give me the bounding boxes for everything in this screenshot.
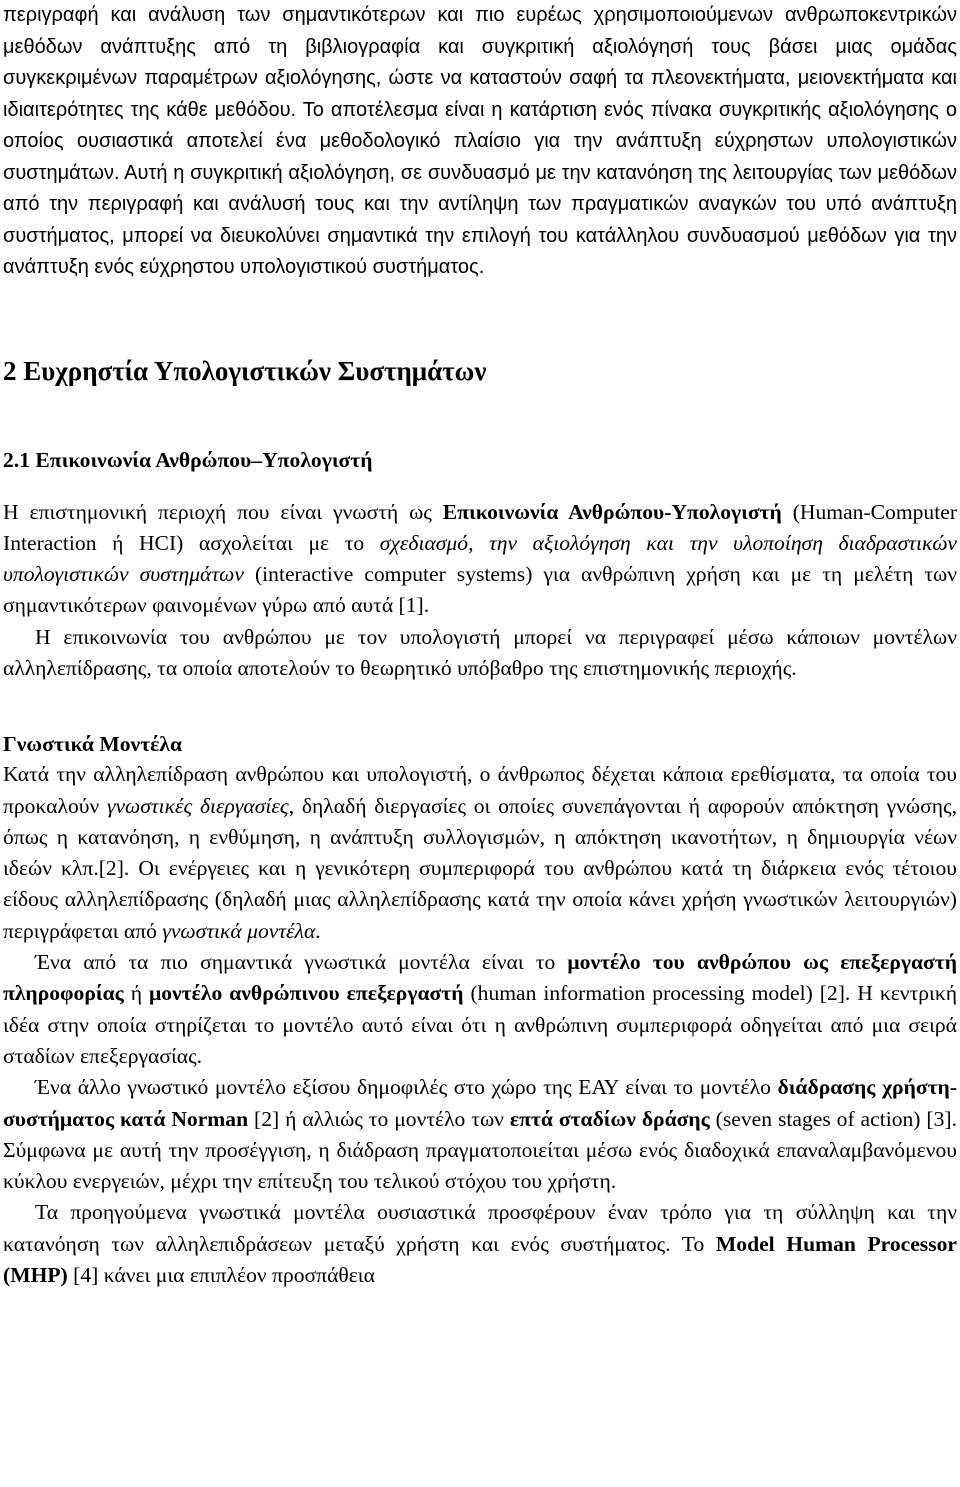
section-title: 2 Ευχρηστία Υπολογιστικών Συστημάτων [3, 355, 487, 386]
models-paragraph-2 [3, 947, 957, 1072]
text-run: (Human-Computer Interaction ή HCI) ασχολείται με το [3, 499, 958, 555]
intro-text-b: Αυτή η συγκριτική αξιολόγηση, σε συνδυασμό με την κατανόηση της λειτουργίας των μεθόδων από την περιγραφή και ανάλυσή τους και την αντίληψη των πραγματικών αναγκών του υπό ανάπτυξη συστήματος, μπορεί να διευκολύνει σημαντικά την επιλογή του κατάλληλου συνδυασμού μεθόδων για την ανάπτυξη ενός εύχρηστου υπολογιστικού συστήματος. [3, 161, 957, 278]
emphasis-run: σχεδιασμό, την αξιολόγηση και την υλοποίηση διαδραστικών υπολογιστικών συστημάτων [3, 530, 957, 587]
models-paragraph-3 [3, 1072, 957, 1197]
models-heading: Γνωστικά Μοντέλα [3, 732, 183, 757]
emphasis-run: γνωστικές διεργασίες [106, 793, 289, 818]
text-run: Η επιστημονική περιοχή που είναι γνωστή ως [3, 499, 443, 524]
models-paragraph-1 [3, 759, 957, 947]
hci-paragraph-1 [3, 497, 957, 622]
term-run: διάδρασης χρήστη-συστήματος κατά Norman [3, 1075, 958, 1131]
text-run: , δηλαδή διεργασίες οι οποίες συνεπάγονται ή αφορούν απόκτηση γνώσης, όπως η κατανόηση, η ενθύμηση, η ανάπτυξη συλλογισμών, η απόκτηση ικανοτήτων, η δημιουργία νέων ιδεών κλπ.[2]. Οι ενέργειες και η γενικότερη συμπεριφορά του ανθρώπου κατά τη διάρκεια ενός τέτοιου είδους αλληλεπίδρασης (δηλαδή μιας αλληλεπίδρασης κατά την οποία κάνει χρήση γνωστικών λειτουργιών) περιγράφεται από [3, 793, 958, 943]
text-run: Ένα από τα πιο σημαντικά γνωστικά μοντέλα είναι το [35, 950, 568, 975]
text-run: Ένα άλλο γνωστικό μοντέλο εξίσου δημοφιλές στο χώρο της ΕΑΥ είναι το μοντέλο [35, 1075, 778, 1100]
intro-text-a: περιγραφή και ανάλυση των σημαντικότερων και πιο ευρέως χρησιμοποιούμενων ανθρωποκεντρικών μεθόδων ανάπτυξης από τη βιβλιογραφία και συγκριτική αξιολόγησή τους βάσει μιας ομάδας συγκεκριμένων παραμέτρων αξιολόγησης, ώστε να καταστούν σαφή τα πλεονεκτήματα, μειονεκτήματα και ιδιαιτερότητες της κάθε μεθόδου. Το αποτέλεσμα είναι η κατάρτιση ενός πίνακα συγκριτικής αξιολόγησης ο οποίος ουσιαστικά αποτελεί ένα μεθοδολογικό πλαίσιο για την ανάπτυξη εύχρηστων υπολογιστικών συστημάτων. [3, 4, 957, 184]
emphasis-run: γνωστικά μοντέλα [162, 918, 316, 943]
term-run: επτά σταδίων δράσης [509, 1106, 710, 1131]
text-run: [2] ή αλλιώς το μοντέλο των [248, 1106, 510, 1131]
text-run: . [315, 918, 321, 943]
text-run: (interactive computer systems) για ανθρώπινη χρήση και με τη μελέτη των σημαντικότερων φαινομένων γύρω από αυτά [1]. [3, 562, 958, 618]
term-hci: Επικοινωνία Ανθρώπου-Υπολογιστή [442, 499, 782, 524]
text-run: (human information processing model) [2]. Η κεντρική ιδέα στην οποία στηρίζεται το μοντέλο αυτό είναι ότι η ανθρώπινη συμπεριφορά οδηγείται από μια σειρά σταδίων επεξεργασίας. [3, 981, 957, 1068]
intro-paragraph [3, 0, 957, 284]
hci-paragraph-2: Η επικοινωνία του ανθρώπου με τον υπολογιστή μπορεί να περιγραφεί μέσω κάποιων μοντέλων αλληλεπίδρασης, τα οποία αποτελούν το θεωρητικό υπόβαθρο της επιστημονικής περιοχής. [3, 624, 957, 680]
term-run: μοντέλο ανθρώπινου επεξεργαστή [148, 981, 464, 1006]
term-run: μοντέλο του ανθρώπου ως επεξεργαστή πληροφορίας [3, 950, 958, 1006]
subsection-title: 2.1 Επικοινωνία Ανθρώπου–Υπολογιστή [3, 447, 373, 472]
term-run: Model Human Processor (MHP) [3, 1231, 957, 1288]
text-run: [4] κάνει μια επιπλέον προσπάθεια [67, 1263, 375, 1288]
models-paragraph-4 [3, 1197, 957, 1291]
text-run: Τα προηγούμενα γνωστικά μοντέλα ουσιαστικά προσφέρουν έναν τρόπο για τη σύλληψη και την κατανόηση των αλληλεπιδράσεων μεταξύ χρήστη και ενός συστήματος. Το [3, 1200, 957, 1256]
document-page [3, 0, 957, 1291]
text-run: Κατά την αλληλεπίδραση ανθρώπου και υπολογιστή, ο άνθρωπος δέχεται κάποια ερεθίσματα, τα οποία του προκαλούν [3, 762, 957, 818]
text-run: (seven stages of action) [3]. Σύμφωνα με αυτή την προσέγγιση, η διάδραση πραγματοποιείται μέσω ενός διαδοχικά επαναλαμβανόμενου κύκλου ενεργειών, μέχρι την επίτευξη του τελικού στόχου του χρήστη. [3, 1106, 957, 1194]
text-run: ή [123, 981, 149, 1006]
